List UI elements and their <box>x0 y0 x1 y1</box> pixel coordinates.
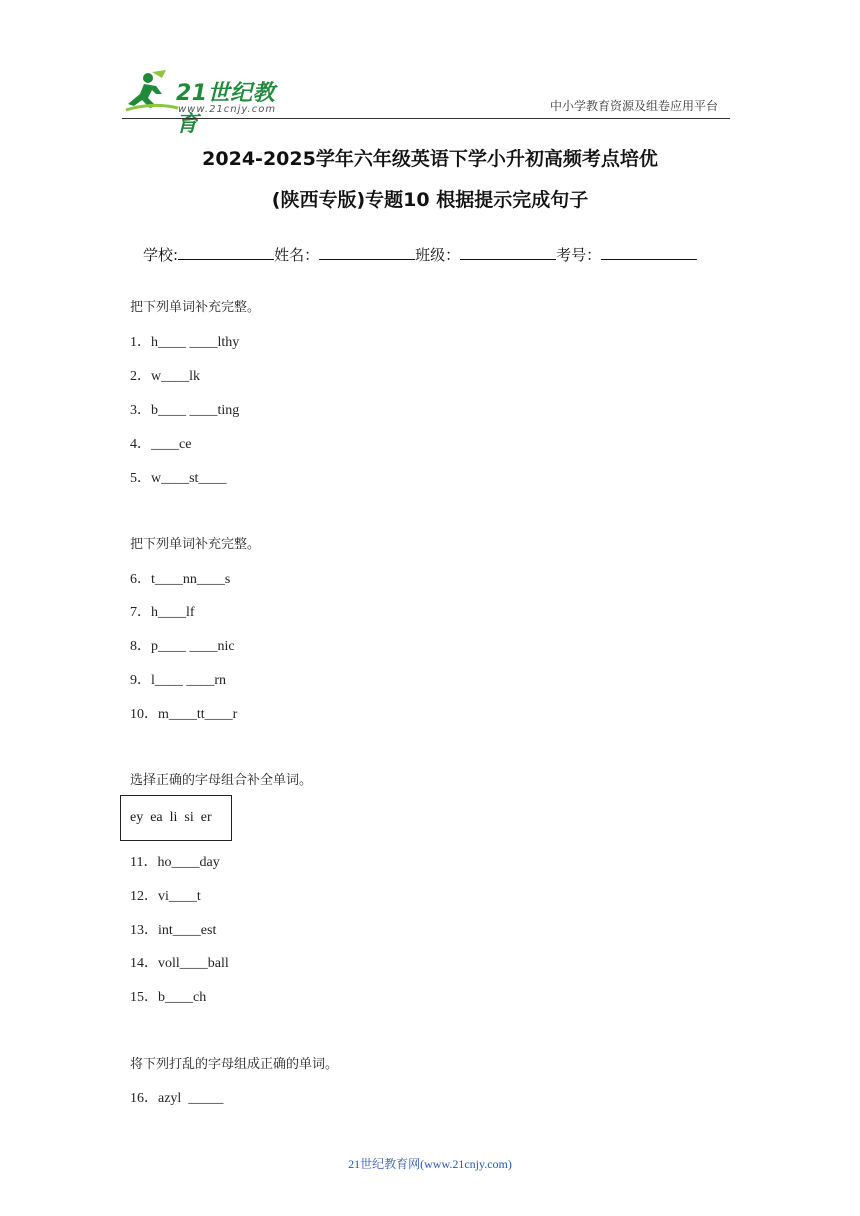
section-3-instruction: 选择正确的字母组合补全单词。 <box>130 773 313 788</box>
page-title-line2: (陕西专版)专题10 根据提示完成句子 <box>271 189 589 211</box>
footer-link[interactable]: 21世纪教育网(www.21cnjy.com) <box>348 1157 512 1171</box>
question-7: 7．h____lf <box>130 605 195 620</box>
logo-url: www.21cnjy.com <box>178 104 277 115</box>
platform-label: 中小学教育资源及组卷应用平台 <box>550 99 719 113</box>
section-1-instruction: 把下列单词补充完整。 <box>130 300 261 315</box>
question-8: 8．p____ ____nic <box>130 639 235 654</box>
question-1: 1．h____ ____lthy <box>130 335 240 350</box>
class-field[interactable] <box>460 245 556 260</box>
question-3: 3．b____ ____ting <box>130 403 240 418</box>
name-label: 姓名： <box>274 246 320 264</box>
section-4-instruction: 将下列打乱的字母组成正确的单词。 <box>130 1057 339 1072</box>
letter-options-box <box>120 795 232 841</box>
question-16: 16．azyl _____ <box>130 1091 224 1106</box>
number-field[interactable] <box>601 245 697 260</box>
school-label: 学校: <box>143 246 179 264</box>
logo <box>122 66 292 137</box>
runner-logo-icon <box>122 68 182 114</box>
question-14: 14．voll____ball <box>130 956 229 971</box>
question-10: 10．m____tt____r <box>130 707 238 722</box>
question-4: 4．____ce <box>130 437 192 452</box>
question-9: 9．l____ ____rn <box>130 673 227 688</box>
number-label: 考号： <box>556 246 602 264</box>
class-label: 班级： <box>415 246 461 264</box>
logo-text: 21世纪教育 <box>176 81 276 137</box>
question-2: 2．w____lk <box>130 369 200 384</box>
question-6: 6．t____nn____s <box>130 572 231 587</box>
question-13: 13．int____est <box>130 923 217 938</box>
question-5: 5．w____st____ <box>130 471 227 486</box>
header-divider <box>122 118 730 119</box>
student-info-row <box>143 244 697 265</box>
page-title-line1: 2024-2025学年六年级英语下学小升初高频考点培优 <box>202 148 658 170</box>
section-2-instruction: 把下列单词补充完整。 <box>130 537 261 552</box>
question-15: 15．b____ch <box>130 990 207 1005</box>
letter-options: ey ea li si er <box>130 810 212 825</box>
school-field[interactable] <box>178 245 274 260</box>
question-12: 12．vi____t <box>130 889 201 904</box>
question-11: 11．ho____day <box>130 855 220 870</box>
name-field[interactable] <box>319 245 415 260</box>
